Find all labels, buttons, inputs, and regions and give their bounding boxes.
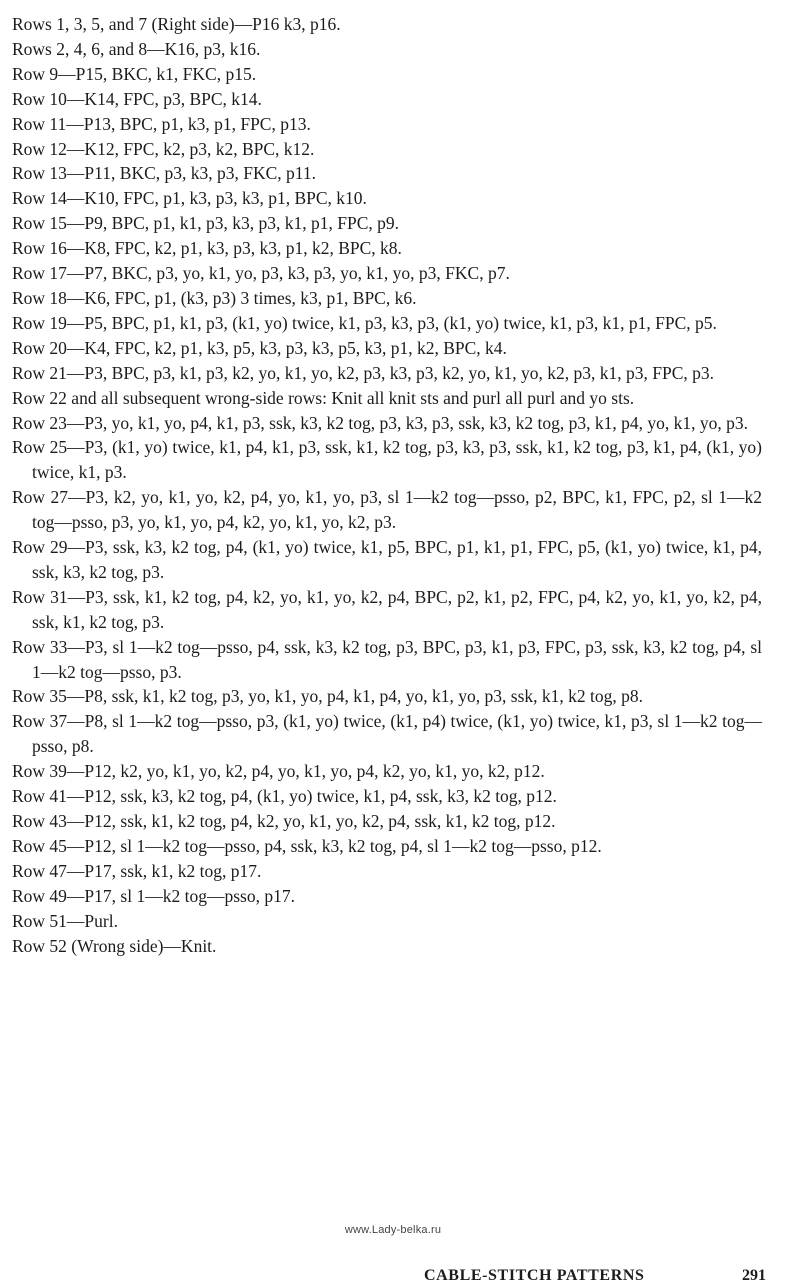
row-instruction: Row 25—P3, (k1, yo) twice, k1, p4, k1, p3, ssk, k1, k2 tog, p3, k3, p3, ssk, k1, k2 tog, p3, k1, p4, (k1, yo) twice, k1, p3. (12, 437, 762, 483)
row-instruction: Row 35—P8, ssk, k1, k2 tog, p3, yo, k1, yo, p4, k1, p4, yo, k1, yo, p3, ssk, k1, k2 tog, p8. (12, 686, 644, 707)
row-instruction: Row 19—P5, BPC, p1, k1, p3, (k1, yo) twice, k1, p3, k3, p3, (k1, yo) twice, k1, p3, k1, p1, FPC, p5. (12, 312, 717, 333)
row-instructions-list (12, 12, 762, 958)
row-instruction: Row 39—P12, k2, yo, k1, yo, k2, p4, yo, k1, yo, p4, k2, yo, k1, yo, k2, p12. (12, 761, 545, 782)
row-instruction: Row 9—P15, BKC, k1, FKC, p15. (12, 63, 257, 84)
row-instruction: Row 51—Purl. (12, 910, 118, 931)
row-instruction: Rows 2, 4, 6, and 8—K16, p3, k16. (12, 38, 261, 59)
row-instruction: Row 33—P3, sl 1—k2 tog—psso, p4, ssk, k3, k2 tog, p3, BPC, p3, k1, p3, FPC, p3, ssk, k3, k2 tog, p4, sl 1—k2 tog—psso, p3. (12, 636, 762, 682)
row-instruction: Row 29—P3, ssk, k3, k2 tog, p4, (k1, yo) twice, k1, p5, BPC, p1, k1, p1, FPC, p5, (k1, yo) twice, k1, p4, ssk, k3, k2 tog, p3. (12, 537, 762, 582)
page-number: 291 (742, 1267, 766, 1284)
row-instruction: Row 21—P3, BPC, p3, k1, p3, k2, yo, k1, yo, k2, p3, k3, p3, k2, yo, k1, yo, k2, p3, k1, p3, FPC, p3. (12, 362, 715, 383)
row-instruction: Row 43—P12, ssk, k1, k2 tog, p4, k2, yo, k1, yo, k2, p4, ssk, k1, k2 tog, p12. (12, 811, 556, 831)
row-instruction: Row 49—P17, sl 1—k2 tog—psso, p17. (12, 885, 295, 906)
row-instruction: Rows 1, 3, 5, and 7 (Right side)—P16 k3, p16. (12, 14, 341, 34)
row-instruction: Row 52 (Wrong side)—Knit. (12, 935, 217, 956)
row-instruction: Row 14—K10, FPC, p1, k3, p3, k3, p1, BPC, k10. (12, 188, 367, 209)
row-instruction: Row 27—P3, k2, yo, k1, yo, k2, p4, yo, k1, yo, p3, sl 1—k2 tog—psso, p2, BPC, k1, FPC, p2, sl 1—k2 tog—psso, p3, yo, k1, yo, p4, k2, yo, k1, yo, k2, p3. (12, 487, 762, 533)
row-instruction: Row 12—K12, FPC, k2, p3, k2, BPC, k12. (12, 138, 315, 159)
row-instruction: Row 11—P13, BPC, p1, k3, p1, FPC, p13. (12, 113, 311, 134)
row-instruction: Row 23—P3, yo, k1, yo, p4, k1, p3, ssk, k3, k2 tog, p3, k3, p3, ssk, k3, k2 tog, p3, k1, p4, yo, k1, yo, p3. (12, 412, 749, 433)
row-instruction: Row 47—P17, ssk, k1, k2 tog, p17. (12, 860, 262, 881)
row-instruction: Row 37—P8, sl 1—k2 tog—psso, p3, (k1, yo) twice, (k1, p4) twice, (k1, yo) twice, k1, p3, sl 1—k2 tog—psso, p8. (12, 711, 762, 757)
row-instruction: Row 10—K14, FPC, p3, BPC, k14. (12, 88, 262, 109)
section-title: CABLE-STITCH PATTERNS (424, 1267, 645, 1284)
row-instruction: Row 18—K6, FPC, p1, (k3, p3) 3 times, k3, p1, BPC, k6. (12, 287, 417, 308)
row-instruction: Row 16—K8, FPC, k2, p1, k3, p3, k3, p1, k2, BPC, k8. (12, 238, 402, 259)
row-instruction: Row 13—P11, BKC, p3, k3, p3, FKC, p11. (12, 163, 317, 184)
row-instruction: Row 22 and all subsequent wrong-side rows: Knit all knit sts and purl all purl and yo sts. (12, 387, 635, 408)
row-instruction: Row 20—K4, FPC, k2, p1, k3, p5, k3, p3, k3, p5, k3, p1, k2, BPC, k4. (12, 337, 507, 358)
row-instruction: Row 41—P12, ssk, k3, k2 tog, p4, (k1, yo) twice, k1, p4, ssk, k3, k2 tog, p12. (12, 786, 557, 807)
row-instruction: Row 31—P3, ssk, k1, k2 tog, p4, k2, yo, k1, yo, k2, p4, BPC, p2, k1, p2, FPC, p4, k2, yo, k1, yo, k2, p4, ssk, k1, k2 tog, p3. (12, 586, 762, 632)
row-instruction: Row 17—P7, BKC, p3, yo, k1, yo, p3, k3, p3, yo, k1, yo, p3, FKC, p7. (12, 263, 510, 284)
row-instruction: Row 45—P12, sl 1—k2 tog—psso, p4, ssk, k3, k2 tog, p4, sl 1—k2 tog—psso, p12. (12, 835, 602, 856)
instructions-page (12, 12, 762, 958)
watermark-url: www.Lady-belka.ru (344, 1224, 442, 1236)
row-instruction: Row 15—P9, BPC, p1, k1, p3, k3, p3, k1, p1, FPC, p9. (12, 213, 400, 234)
